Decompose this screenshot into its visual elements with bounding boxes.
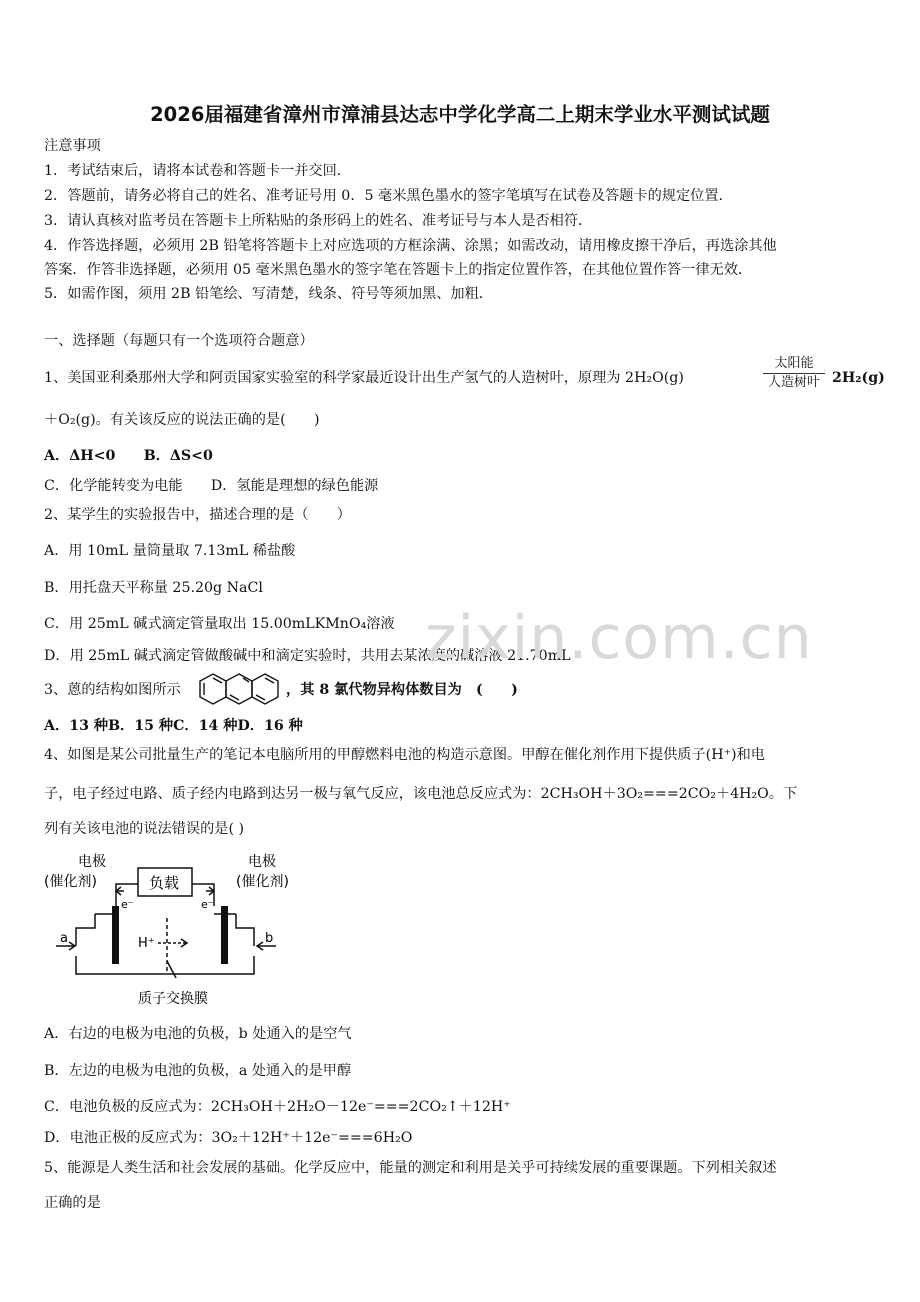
q2-stem: 2、某学生的实验报告中，描述合理的是（ ） <box>44 507 351 523</box>
q1-product: 2H₂(g) <box>832 370 885 386</box>
q1-options-cd: C．化学能转变为电能 D．氢能是理想的绿色能源 <box>44 478 379 494</box>
q4-stem-line1: 4、如图是某公司批量生产的笔记本电脑所用的甲醇燃料电池的构造示意图。甲醇在催化剂作用下提供质子(H⁺)和电 <box>44 747 765 763</box>
q4-stem-line3: 列有关该电池的说法错误的是( ) <box>44 821 245 837</box>
right-electrode-label: 电极 <box>248 854 276 870</box>
load-label: 负载 <box>149 874 180 892</box>
q1-stem-line1: 1、美国亚利桑那州大学和阿贡国家实验室的科学家最近设计出生产氢气的人造树叶，原理为 2H₂O(g) <box>44 370 684 386</box>
inlet-a-label: a <box>60 931 68 946</box>
q3-stem-b: ，其 8 氯代物异构体数目为 ( ) <box>286 682 518 698</box>
q1-condition-top: 太阳能 <box>774 356 814 371</box>
notice-item: 2．答题前，请务必将自己的姓名、准考证号用 0．5 毫米黑色墨水的签字笔填写在试卷及答题卡的规定位置． <box>44 188 733 204</box>
q1-stem-line2: ＋O₂(g)。有关该反应的说法正确的是( ) <box>44 412 320 428</box>
q5-stem-line1: 5、能源是人类生活和社会发展的基础。化学反应中，能量的测定和利用是关乎可持续发展的重要课题。下列相关叙述 <box>44 1160 777 1176</box>
right-electrode-catalyst-label: (催化剂) <box>236 874 289 890</box>
page-title: 2026届福建省漳州市漳浦县达志中学化学高二上期末学业水平测试试题 <box>150 103 770 126</box>
q4-option-d: D．电池正极的反应式为：3O₂＋12H⁺＋12e⁻===6H₂O <box>44 1130 413 1146</box>
notice-item: 4．作答选择题，必须用 2B 铅笔将答题卡上对应选项的方框涂满、涂黑；如需改动，请用橡皮擦干净后，再选涂其他 <box>44 238 777 254</box>
notice-item: 3．请认真核对监考员在答题卡上所粘贴的条形码上的姓名、准考证号与本人是否相符． <box>44 213 593 229</box>
q3-options: A．13 种B．15 种C．14 种D．16 种 <box>44 718 303 734</box>
notice-item: 5．如需作图，须用 2B 铅笔绘、写清楚，线条、符号等须加黑、加粗． <box>44 286 493 302</box>
notice-heading: 注意事项 <box>44 138 101 154</box>
inlet-b-label: b <box>265 931 274 946</box>
q5-stem-line2: 正确的是 <box>44 1195 101 1211</box>
left-electrode-label: 电极 <box>78 854 106 870</box>
electron-left-label: e⁻ <box>121 898 134 911</box>
notice-item: 1．考试结束后，请将本试卷和答题卡一并交回． <box>44 163 351 179</box>
q4-option-c: C．电池负极的反应式为：2CH₃OH＋2H₂O－12e⁻===2CO₂↑＋12H⁺ <box>44 1099 511 1115</box>
membrane-label: 质子交换膜 <box>138 991 208 1007</box>
notice-item: 答案．作答非选择题，必须用 05 毫米黑色墨水的签字笔在答题卡上的指定位置作答，在其他位置作答一律无效． <box>44 262 753 278</box>
left-electrode-catalyst-label: (催化剂) <box>44 874 97 890</box>
q4-option-a: A．右边的电极为电池的负极，b 处通入的是空气 <box>44 1026 352 1042</box>
watermark: zixin.com.cn <box>425 603 813 673</box>
proton-label: H⁺ <box>138 936 155 951</box>
q3-stem-a: 3、蒽的结构如图所示 <box>44 682 181 698</box>
q1-reaction-condition <box>763 355 825 392</box>
q4-stem-line2: 子，电子经过电路、质子经内电路到达另一极与氧气反应，该电池总反应式为：2CH₃OH＋3O₂===2CO₂＋4H₂O。下 <box>44 786 798 802</box>
anthracene-structure-image <box>198 670 284 708</box>
section-heading: 一、选择题（每题只有一个选项符合题意） <box>44 333 314 349</box>
q1-options-ab: A．ΔH<0 B．ΔS<0 <box>44 448 213 464</box>
q2-option-c: C．用 25mL 碱式滴定管量取出 15.00mLKMnO₄溶液 <box>44 616 395 632</box>
q1-condition-bottom: 人造树叶 <box>763 373 825 392</box>
fuel-cell-diagram <box>40 846 300 1012</box>
electron-right-label: e⁻ <box>201 898 214 911</box>
q2-option-a: A．用 10mL 量筒量取 7.13mL 稀盐酸 <box>44 543 296 559</box>
q2-option-d: D．用 25mL 碱式滴定管做酸碱中和滴定实验时，共用去某浓度的碱溶液 21.70mL <box>44 648 571 664</box>
q4-option-b: B．左边的电极为电池的负极，a 处通入的是甲醇 <box>44 1063 352 1079</box>
q2-option-b: B．用托盘天平称量 25.20g NaCl <box>44 580 263 596</box>
